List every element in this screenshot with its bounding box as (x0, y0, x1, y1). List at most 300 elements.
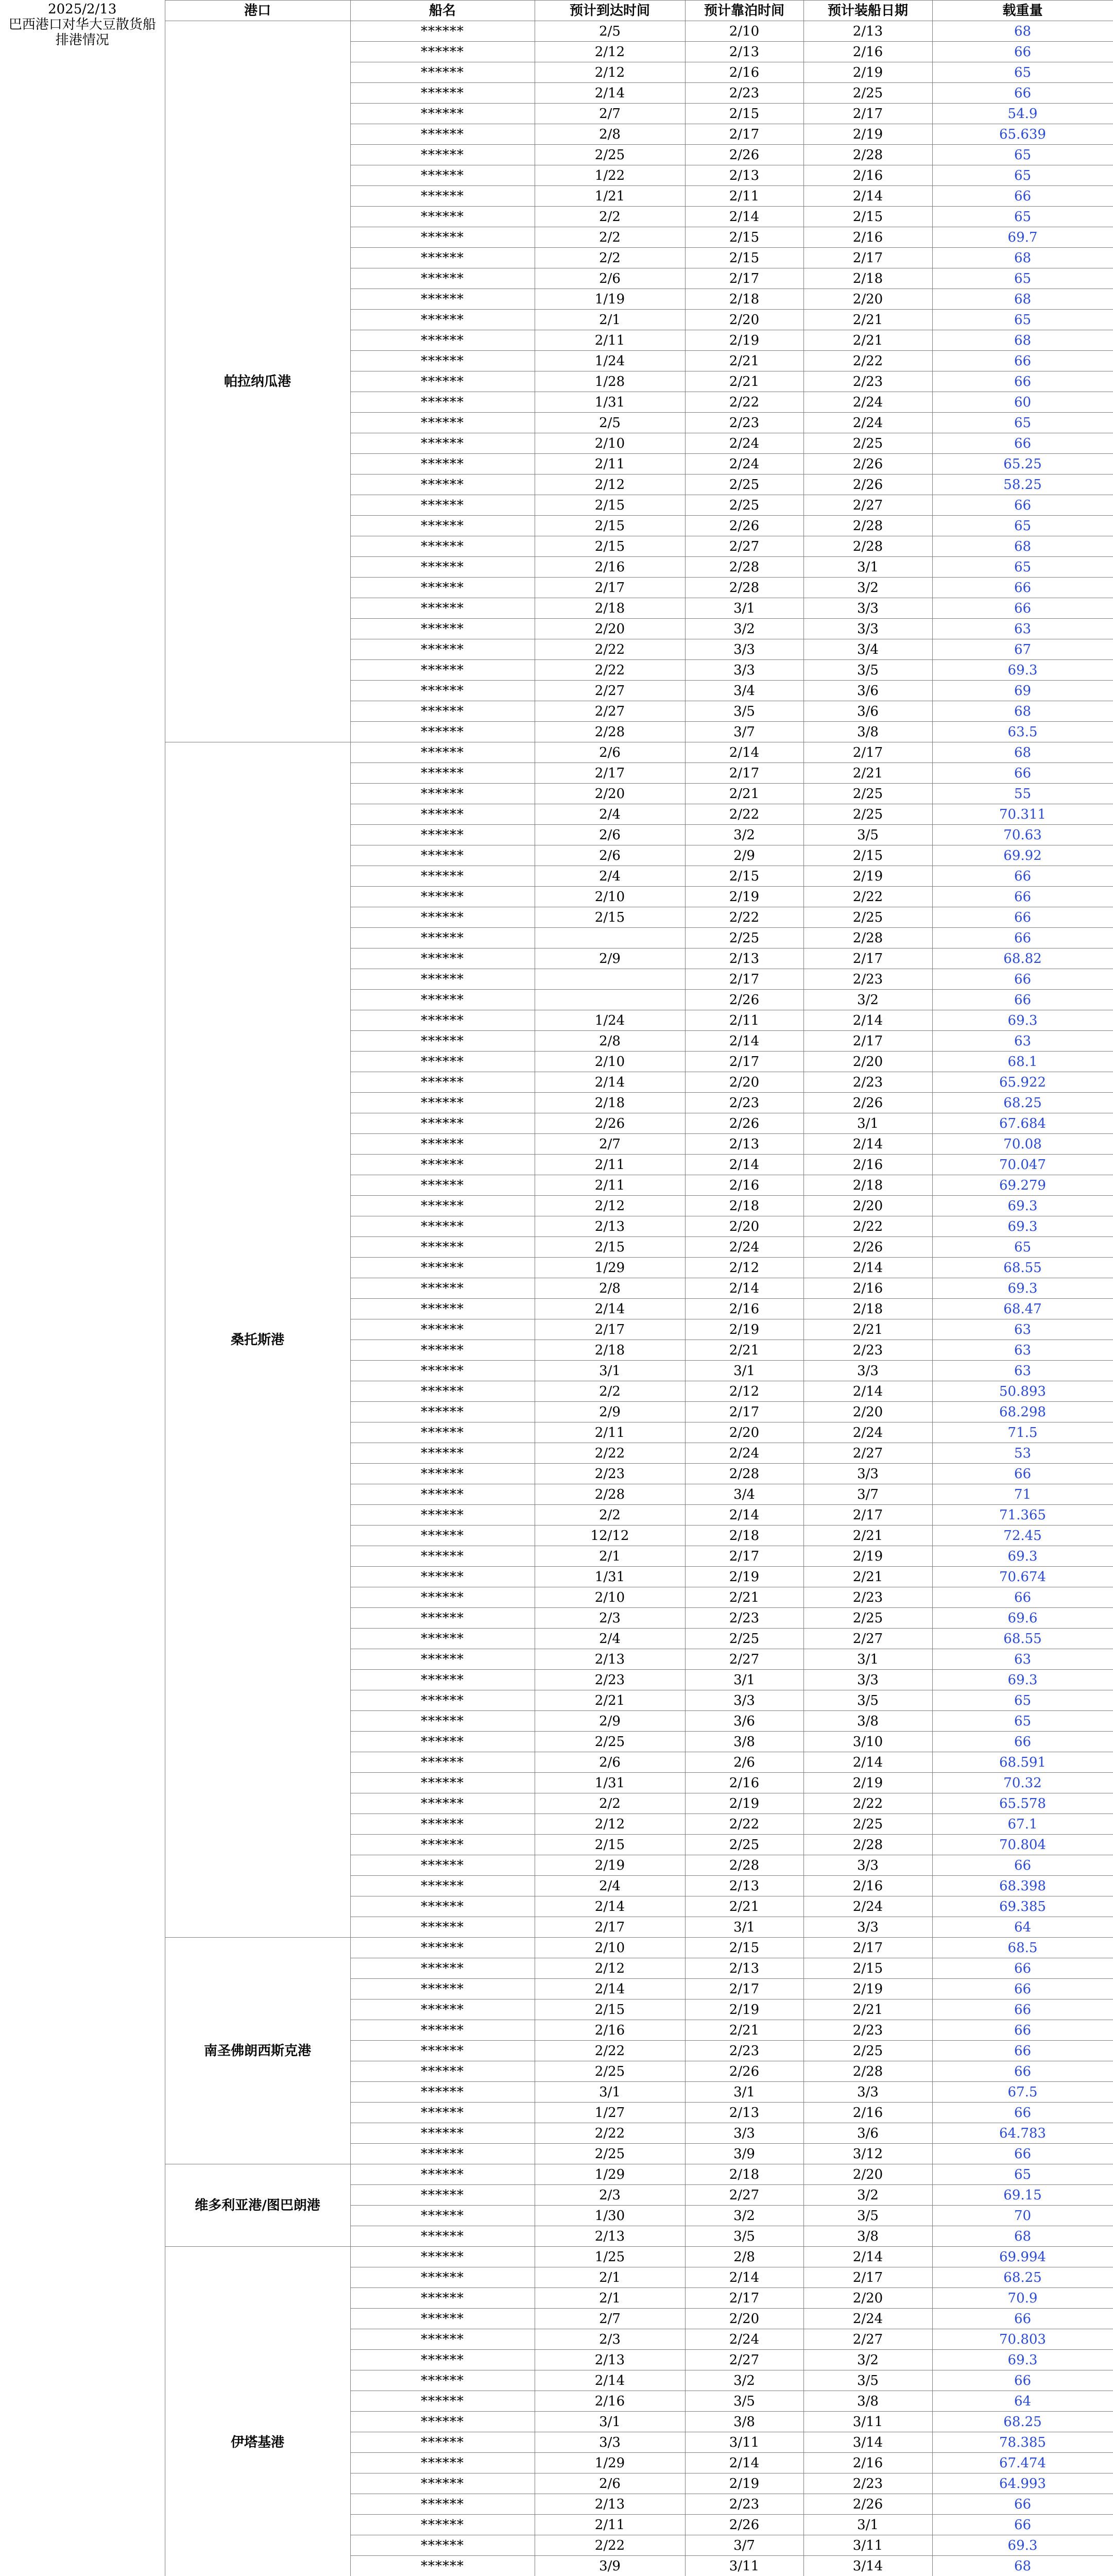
loading-date: 3/2 (803, 2350, 932, 2370)
tonnage: 68 (932, 701, 1113, 722)
tonnage: 66 (932, 2494, 1113, 2515)
etb: 2/25 (685, 1835, 803, 1855)
etb: 3/5 (685, 2226, 803, 2247)
loading-date: 2/18 (803, 1299, 932, 1319)
loading-date: 2/26 (803, 1093, 932, 1113)
ship-name: ****** (350, 1649, 535, 1670)
eta: 2/22 (535, 2535, 685, 2556)
etb: 3/3 (685, 639, 803, 660)
ship-name: ****** (350, 1484, 535, 1505)
header-eta: 预计到达时间 (535, 1, 685, 21)
ship-name: ****** (350, 2453, 535, 2473)
eta: 2/23 (535, 1464, 685, 1484)
eta: 2/10 (535, 1938, 685, 1958)
ship-name: ****** (350, 330, 535, 351)
tonnage: 65.922 (932, 1072, 1113, 1093)
ship-name: ****** (350, 1587, 535, 1608)
eta: 2/3 (535, 2185, 685, 2206)
port-name: 伊塔基港 (165, 2247, 350, 2576)
eta: 2/1 (535, 310, 685, 330)
eta: 1/29 (535, 2453, 685, 2473)
eta: 2/25 (535, 2061, 685, 2082)
ship-name: ****** (350, 2123, 535, 2144)
eta: 2/12 (535, 1958, 685, 1979)
etb: 2/14 (685, 207, 803, 227)
eta: 1/27 (535, 2103, 685, 2123)
tonnage: 68 (932, 21, 1113, 42)
eta: 1/31 (535, 392, 685, 413)
loading-date: 2/24 (803, 413, 932, 433)
etb: 2/20 (685, 1072, 803, 1093)
loading-date: 2/20 (803, 1052, 932, 1072)
tonnage: 67.1 (932, 1814, 1113, 1835)
eta: 2/22 (535, 660, 685, 681)
ship-name: ****** (350, 371, 535, 392)
loading-date: 2/15 (803, 1958, 932, 1979)
eta: 2/6 (535, 2473, 685, 2494)
ship-name: ****** (350, 1361, 535, 1381)
etb: 2/17 (685, 1979, 803, 1999)
etb: 2/24 (685, 1443, 803, 1464)
ship-name: ****** (350, 1464, 535, 1484)
eta: 1/30 (535, 2206, 685, 2226)
loading-date: 2/14 (803, 1258, 932, 1278)
ship-name: ****** (350, 742, 535, 763)
eta: 3/1 (535, 2082, 685, 2103)
ship-name: ****** (350, 1299, 535, 1319)
header-port: 港口 (165, 1, 350, 21)
port-name: 桑托斯港 (165, 742, 350, 1938)
etb: 2/15 (685, 227, 803, 248)
eta (535, 928, 685, 948)
tonnage: 68 (932, 289, 1113, 310)
loading-date: 2/17 (803, 742, 932, 763)
eta: 2/17 (535, 763, 685, 784)
eta: 2/12 (535, 1814, 685, 1835)
loading-date: 2/23 (803, 1340, 932, 1361)
ship-name: ****** (350, 1526, 535, 1546)
etb: 2/27 (685, 2185, 803, 2206)
tonnage: 64.993 (932, 2473, 1113, 2494)
eta: 2/4 (535, 1629, 685, 1649)
port-name: 南圣佛朗西斯克港 (165, 1938, 350, 2164)
tonnage: 69.92 (932, 845, 1113, 866)
eta: 1/28 (535, 371, 685, 392)
tonnage: 65.578 (932, 1793, 1113, 1814)
eta: 2/5 (535, 21, 685, 42)
tonnage: 65 (932, 1237, 1113, 1258)
tonnage: 60 (932, 392, 1113, 413)
ship-name: ****** (350, 1072, 535, 1093)
tonnage: 68.398 (932, 1876, 1113, 1896)
tonnage: 50.893 (932, 1381, 1113, 1402)
etb: 2/13 (685, 1134, 803, 1155)
loading-date: 2/21 (803, 1526, 932, 1546)
ship-name: ****** (350, 2329, 535, 2350)
ship-name: ****** (350, 1175, 535, 1196)
tonnage: 69.3 (932, 1670, 1113, 1690)
tonnage: 66 (932, 1979, 1113, 1999)
etb: 2/18 (685, 1526, 803, 1546)
loading-date: 3/5 (803, 660, 932, 681)
etb: 2/16 (685, 1773, 803, 1793)
eta: 2/8 (535, 124, 685, 145)
loading-date: 2/20 (803, 1196, 932, 1216)
header-ship: 船名 (350, 1, 535, 21)
etb: 3/1 (685, 1361, 803, 1381)
loading-date: 2/18 (803, 1175, 932, 1196)
ship-name: ****** (350, 784, 535, 804)
tonnage: 68 (932, 742, 1113, 763)
ship-name: ****** (350, 2515, 535, 2535)
etb: 2/17 (685, 268, 803, 289)
loading-date: 2/14 (803, 1381, 932, 1402)
tonnage: 66 (932, 2144, 1113, 2164)
etb: 2/19 (685, 1999, 803, 2020)
tonnage: 66 (932, 928, 1113, 948)
ship-name: ****** (350, 948, 535, 969)
ship-name: ****** (350, 2267, 535, 2288)
etb: 2/16 (685, 1299, 803, 1319)
eta: 2/12 (535, 1196, 685, 1216)
tonnage: 66 (932, 2061, 1113, 2082)
ship-name: ****** (350, 1113, 535, 1134)
etb: 2/18 (685, 1196, 803, 1216)
ship-name: ****** (350, 2061, 535, 2082)
loading-date: 2/20 (803, 1402, 932, 1422)
ship-name: ****** (350, 928, 535, 948)
loading-date: 2/17 (803, 1938, 932, 1958)
etb: 3/9 (685, 2144, 803, 2164)
etb: 2/13 (685, 1958, 803, 1979)
etb: 3/4 (685, 1484, 803, 1505)
eta: 2/14 (535, 2370, 685, 2391)
tonnage: 65 (932, 1690, 1113, 1711)
eta: 2/9 (535, 1402, 685, 1422)
eta: 2/20 (535, 784, 685, 804)
tonnage: 68.5 (932, 1938, 1113, 1958)
tonnage: 65 (932, 268, 1113, 289)
eta: 1/22 (535, 165, 685, 186)
eta: 2/16 (535, 557, 685, 578)
eta: 2/23 (535, 1670, 685, 1690)
ship-name: ****** (350, 1793, 535, 1814)
tonnage: 65 (932, 145, 1113, 165)
eta: 2/13 (535, 2494, 685, 2515)
eta: 2/11 (535, 1155, 685, 1175)
loading-date: 2/13 (803, 21, 932, 42)
ship-name: ****** (350, 2473, 535, 2494)
etb: 2/23 (685, 2494, 803, 2515)
tonnage: 69.3 (932, 2535, 1113, 2556)
etb: 2/16 (685, 1175, 803, 1196)
tonnage: 68.1 (932, 1052, 1113, 1072)
tonnage: 65 (932, 310, 1113, 330)
eta: 3/9 (535, 2556, 685, 2576)
tonnage: 66 (932, 495, 1113, 516)
etb: 2/13 (685, 42, 803, 62)
ship-name: ****** (350, 1917, 535, 1938)
loading-date: 3/5 (803, 825, 932, 845)
etb: 2/13 (685, 1876, 803, 1896)
ship-name: ****** (350, 907, 535, 928)
loading-date: 2/19 (803, 124, 932, 145)
loading-date: 2/20 (803, 289, 932, 310)
ship-name: ****** (350, 474, 535, 495)
ship-name: ****** (350, 722, 535, 742)
etb: 2/8 (685, 2247, 803, 2267)
tonnage: 66 (932, 2020, 1113, 2041)
etb: 2/27 (685, 536, 803, 557)
etb: 3/5 (685, 2391, 803, 2412)
tonnage: 66 (932, 351, 1113, 371)
loading-date: 2/24 (803, 2309, 932, 2329)
ship-name: ****** (350, 639, 535, 660)
tonnage: 72.45 (932, 1526, 1113, 1546)
eta: 2/15 (535, 536, 685, 557)
loading-date: 2/25 (803, 2041, 932, 2061)
tonnage: 66 (932, 1999, 1113, 2020)
loading-date: 2/20 (803, 2288, 932, 2309)
tonnage: 69.3 (932, 2350, 1113, 2370)
loading-date: 2/25 (803, 804, 932, 825)
tonnage: 68 (932, 330, 1113, 351)
ship-name: ****** (350, 2556, 535, 2576)
loading-date: 3/10 (803, 1732, 932, 1752)
eta: 2/7 (535, 2309, 685, 2329)
tonnage: 66 (932, 1464, 1113, 1484)
table-row (0, 1938, 1113, 1958)
port-name: 维多利亚港/图巴朗港 (165, 2164, 350, 2247)
loading-date: 2/17 (803, 948, 932, 969)
loading-date: 2/27 (803, 1629, 932, 1649)
etb: 2/26 (685, 2515, 803, 2535)
loading-date: 3/7 (803, 1484, 932, 1505)
ship-name: ****** (350, 557, 535, 578)
etb: 2/21 (685, 1340, 803, 1361)
loading-date: 2/23 (803, 1072, 932, 1093)
tonnage: 69.3 (932, 1546, 1113, 1567)
loading-date: 2/14 (803, 186, 932, 207)
tonnage: 66 (932, 371, 1113, 392)
ship-name: ****** (350, 1031, 535, 1052)
loading-date: 2/17 (803, 1031, 932, 1052)
tonnage: 66 (932, 866, 1113, 887)
tonnage: 69.3 (932, 1278, 1113, 1299)
etb: 2/16 (685, 62, 803, 83)
ship-name: ****** (350, 1567, 535, 1587)
tonnage: 68.55 (932, 1258, 1113, 1278)
ship-name: ****** (350, 392, 535, 413)
loading-date: 2/22 (803, 1793, 932, 1814)
ship-name: ****** (350, 1319, 535, 1340)
tonnage: 63 (932, 1361, 1113, 1381)
loading-date: 2/16 (803, 1155, 932, 1175)
tonnage: 66 (932, 1732, 1113, 1752)
etb: 3/7 (685, 722, 803, 742)
etb: 2/19 (685, 330, 803, 351)
tonnage: 66 (932, 2041, 1113, 2061)
tonnage: 66 (932, 1587, 1113, 1608)
etb: 2/14 (685, 1278, 803, 1299)
loading-date: 3/6 (803, 681, 932, 701)
etb: 2/23 (685, 2041, 803, 2061)
ship-name: ****** (350, 2370, 535, 2391)
tonnage: 66 (932, 2309, 1113, 2329)
eta: 1/21 (535, 186, 685, 207)
etb: 2/14 (685, 1031, 803, 1052)
loading-date: 2/23 (803, 1587, 932, 1608)
loading-date: 2/26 (803, 1237, 932, 1258)
etb: 2/6 (685, 1752, 803, 1773)
etb: 2/24 (685, 1237, 803, 1258)
eta: 2/27 (535, 701, 685, 722)
tonnage: 64.783 (932, 2123, 1113, 2144)
loading-date: 3/12 (803, 2144, 932, 2164)
ship-name: ****** (350, 1546, 535, 1567)
etb: 2/17 (685, 763, 803, 784)
ship-name: ****** (350, 1443, 535, 1464)
ship-name: ****** (350, 1010, 535, 1031)
eta: 2/22 (535, 2041, 685, 2061)
ship-name: ****** (350, 1278, 535, 1299)
etb: 2/10 (685, 21, 803, 42)
loading-date: 3/5 (803, 2370, 932, 2391)
report-subtitle: 巴西港口对华大豆散货船排港情况 (8, 16, 156, 48)
tonnage: 68 (932, 248, 1113, 268)
etb: 2/22 (685, 1814, 803, 1835)
etb: 2/22 (685, 392, 803, 413)
ship-name: ****** (350, 1237, 535, 1258)
loading-date: 2/19 (803, 62, 932, 83)
ship-name: ****** (350, 845, 535, 866)
tonnage: 65 (932, 165, 1113, 186)
ship-name: ****** (350, 866, 535, 887)
ship-name: ****** (350, 2206, 535, 2226)
etb: 2/19 (685, 1793, 803, 1814)
eta (535, 990, 685, 1010)
eta: 2/11 (535, 1422, 685, 1443)
loading-date: 3/3 (803, 619, 932, 639)
ship-name: ****** (350, 887, 535, 907)
tonnage: 68 (932, 2556, 1113, 2576)
eta: 2/25 (535, 145, 685, 165)
etb: 2/23 (685, 83, 803, 104)
ship-name: ****** (350, 124, 535, 145)
eta: 2/26 (535, 1113, 685, 1134)
tonnage: 66 (932, 578, 1113, 598)
etb: 2/26 (685, 1113, 803, 1134)
tonnage: 70.674 (932, 1567, 1113, 1587)
etb: 2/17 (685, 1052, 803, 1072)
tonnage: 69.6 (932, 1608, 1113, 1629)
loading-date: 2/27 (803, 495, 932, 516)
eta: 2/11 (535, 1175, 685, 1196)
tonnage: 69 (932, 681, 1113, 701)
eta: 2/20 (535, 619, 685, 639)
etb: 2/23 (685, 1608, 803, 1629)
tonnage: 66 (932, 2515, 1113, 2535)
loading-date: 3/3 (803, 2082, 932, 2103)
loading-date: 2/28 (803, 516, 932, 536)
ship-name: ****** (350, 1196, 535, 1216)
etb: 2/12 (685, 1381, 803, 1402)
tonnage: 67.684 (932, 1113, 1113, 1134)
eta: 2/2 (535, 248, 685, 268)
ship-name: ****** (350, 1381, 535, 1402)
loading-date: 3/3 (803, 1670, 932, 1690)
ship-name: ****** (350, 186, 535, 207)
eta: 1/29 (535, 2164, 685, 2185)
ship-name: ****** (350, 2144, 535, 2164)
etb: 2/17 (685, 2288, 803, 2309)
loading-date: 2/23 (803, 371, 932, 392)
etb: 3/3 (685, 2123, 803, 2144)
ship-name: ****** (350, 1216, 535, 1237)
ship-name: ****** (350, 598, 535, 619)
loading-date: 2/16 (803, 1278, 932, 1299)
loading-date: 2/28 (803, 2061, 932, 2082)
tonnage: 68.25 (932, 2412, 1113, 2432)
tonnage: 70.9 (932, 2288, 1113, 2309)
header-etb: 预计靠泊时间 (685, 1, 803, 21)
etb: 3/7 (685, 2535, 803, 2556)
loading-date: 2/21 (803, 330, 932, 351)
loading-date: 2/21 (803, 1319, 932, 1340)
ship-name: ****** (350, 1999, 535, 2020)
tonnage: 71.365 (932, 1505, 1113, 1526)
loading-date: 2/24 (803, 392, 932, 413)
tonnage: 70.804 (932, 1835, 1113, 1855)
ship-name: ****** (350, 516, 535, 536)
loading-date: 2/17 (803, 1505, 932, 1526)
etb: 3/3 (685, 1690, 803, 1711)
loading-date: 2/17 (803, 2267, 932, 2288)
tonnage: 66 (932, 433, 1113, 454)
etb: 2/22 (685, 804, 803, 825)
tonnage: 53 (932, 1443, 1113, 1464)
ship-name: ****** (350, 2020, 535, 2041)
ship-name: ****** (350, 1958, 535, 1979)
tonnage: 65.25 (932, 454, 1113, 474)
eta: 2/28 (535, 1484, 685, 1505)
etb: 2/26 (685, 2061, 803, 2082)
eta: 2/4 (535, 1876, 685, 1896)
etb: 2/21 (685, 1896, 803, 1917)
eta: 2/6 (535, 825, 685, 845)
etb: 3/1 (685, 2082, 803, 2103)
loading-date: 2/23 (803, 2473, 932, 2494)
loading-date: 2/25 (803, 907, 932, 928)
etb: 2/21 (685, 371, 803, 392)
ship-name: ****** (350, 207, 535, 227)
loading-date: 2/21 (803, 1567, 932, 1587)
tonnage: 68.55 (932, 1629, 1113, 1649)
tonnage: 65 (932, 2164, 1113, 2185)
eta: 2/1 (535, 2267, 685, 2288)
eta: 2/17 (535, 1917, 685, 1938)
ship-name: ****** (350, 62, 535, 83)
eta: 2/2 (535, 1505, 685, 1526)
loading-date: 2/23 (803, 969, 932, 990)
loading-date: 3/3 (803, 598, 932, 619)
etb: 2/14 (685, 742, 803, 763)
tonnage: 69.15 (932, 2185, 1113, 2206)
loading-date: 3/2 (803, 2185, 932, 2206)
etb: 2/24 (685, 454, 803, 474)
etb: 2/15 (685, 1938, 803, 1958)
tonnage: 55 (932, 784, 1113, 804)
